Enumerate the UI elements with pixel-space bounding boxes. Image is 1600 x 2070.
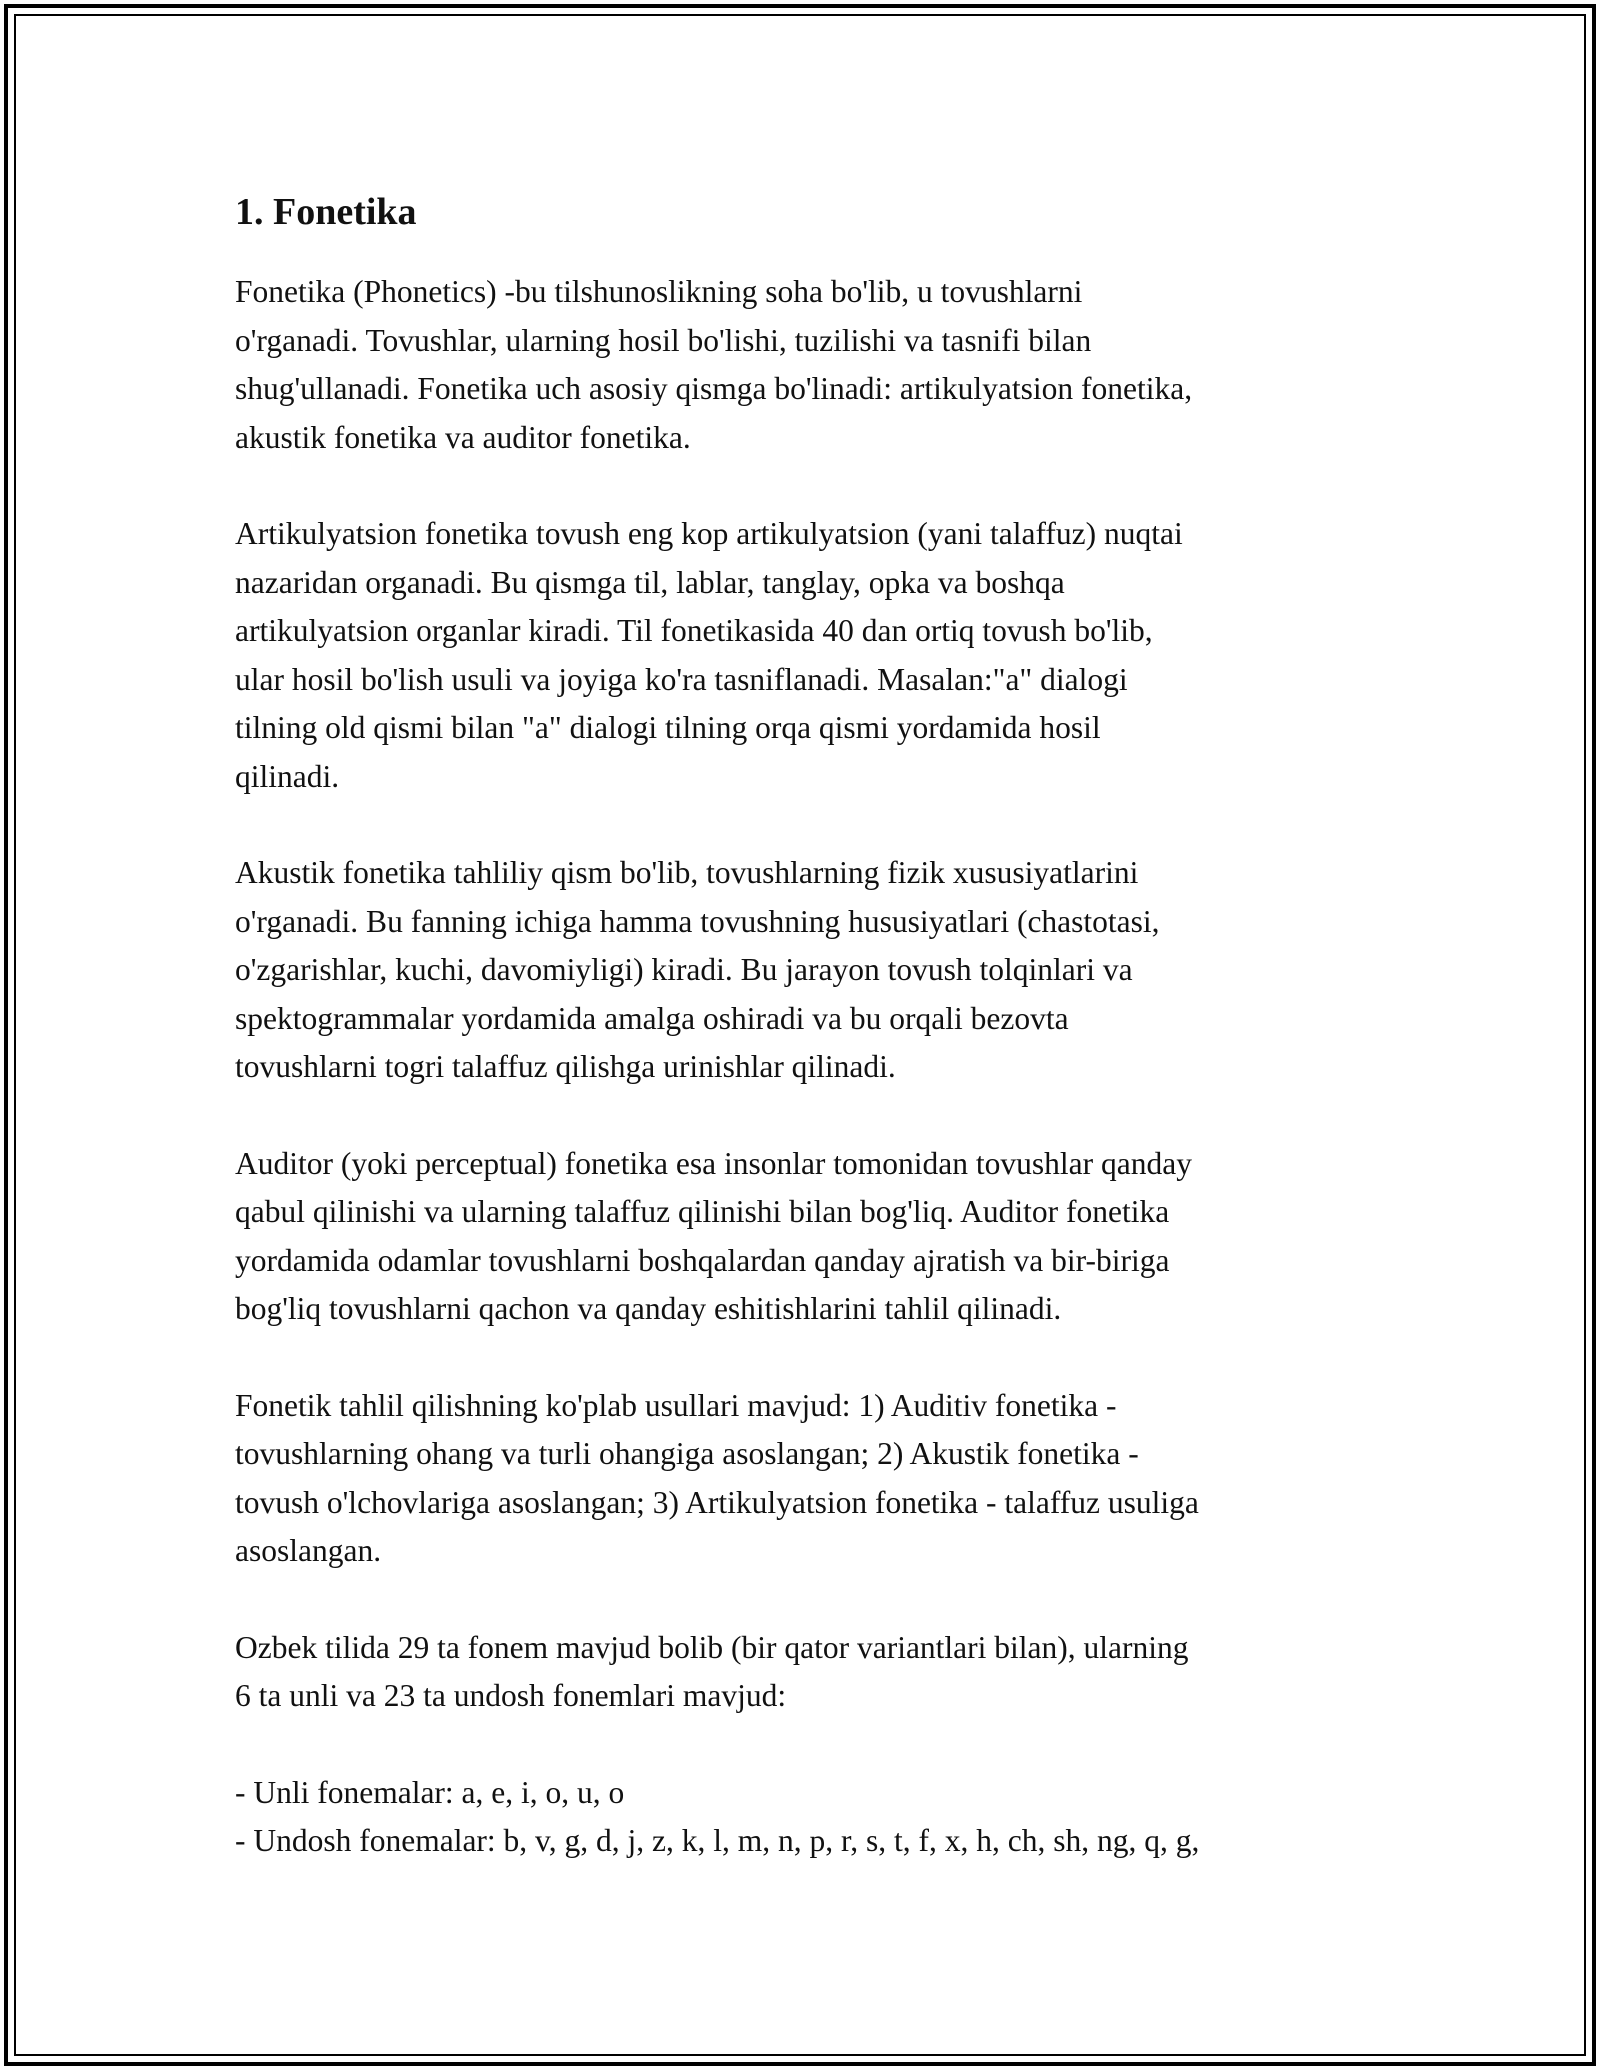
paragraph-intro	[235, 268, 1375, 462]
text-line: tovush o'lchovlariga asoslangan; 3) Artikulyatsion fonetika - talaffuz usuliga	[235, 1484, 1199, 1520]
text-line: bog'liq tovushlarni qachon va qanday eshitishlarini tahlil qilinadi.	[235, 1291, 1062, 1326]
text-line: o'rganadi. Tovushlar, ularning hosil bo'lishi, tuzilishi va tasnifi bilan	[235, 322, 1092, 358]
text-line: tilning old qismi bilan "a" dialogi tilning orqa qismi yordamida hosil	[235, 710, 1101, 745]
paragraph-phonemes	[235, 1624, 1375, 1721]
text-line: ular hosil bo'lish usuli va joyiga ko'ra tasniflanadi. Masalan:"a" dialogi	[235, 661, 1128, 697]
text-line: Auditor (yoki perceptual) fonetika esa insonlar tomonidan tovushlar qanday	[235, 1145, 1192, 1181]
text-line: Artikulyatsion fonetika tovush eng kop artikulyatsion (yani talaffuz) nuqtai	[235, 516, 1183, 551]
text-line: Akustik fonetika tahliliy qism bo'lib, tovushlarning fizik xususiyatlarini	[235, 855, 1139, 890]
text-line: o'zgarishlar, kuchi, davomiyligi) kiradi. Bu jarayon tovush tolqinlari va	[235, 952, 1133, 987]
paragraph-auditory	[235, 1140, 1375, 1334]
paragraph-methods	[235, 1382, 1375, 1576]
text-line: yordamida odamlar tovushlarni boshqalardan qanday ajratish va bir-biriga	[235, 1242, 1170, 1278]
text-line: artikulyatsion organlar kiradi. Til fonetikasida 40 dan ortiq tovush bo'lib,	[235, 613, 1153, 648]
text-line: asoslangan.	[235, 1533, 382, 1568]
text-line: qilinadi.	[235, 758, 340, 794]
list-item-vowels: - Unli fonemalar: a, e, i, o, u, o	[235, 1774, 625, 1810]
text-line: spektogrammalar yordamida amalga oshiradi va bu orqali bezovta	[235, 1000, 1069, 1036]
section-title: 1. Fonetika	[235, 191, 417, 233]
text-line: shug'ullanadi. Fonetika uch asosiy qismga bo'linadi: artikulyatsion fonetika,	[235, 371, 1193, 406]
text-line: nazaridan organadi. Bu qismga til, lablar, tanglay, opka va boshqa	[235, 564, 1065, 600]
text-line: tovushlarning ohang va turli ohangiga asoslangan; 2) Akustik fonetika -	[235, 1436, 1139, 1471]
text-line: 6 ta unli va 23 ta undosh fonemlari mavjud:	[235, 1678, 787, 1713]
paragraph-acoustic	[235, 849, 1375, 1092]
text-line: Ozbek tilida 29 ta fonem mavjud bolib (bir qator variantlari bilan), ularning	[235, 1629, 1189, 1665]
list-item-consonants: - Undosh fonemalar: b, v, g, d, j, z, k, l, m, n, p, r, s, t, f, x, h, ch, sh, ng, q, g,	[235, 1823, 1200, 1858]
text-line: akustik fonetika va auditor fonetika.	[235, 419, 691, 455]
text-line: tovushlarni togri talaffuz qilishga urinishlar qilinadi.	[235, 1049, 896, 1084]
text-line: qabul qilinishi va ularning talaffuz qilinishi bilan bog'liq. Auditor fonetika	[235, 1194, 1170, 1229]
text-line: Fonetika (Phonetics) -bu tilshunoslikning soha bo'lib, u tovushlarni	[235, 274, 1083, 309]
document-body	[235, 186, 1375, 1866]
paragraph-articulatory	[235, 510, 1375, 801]
phoneme-list	[235, 1769, 1375, 1866]
text-line: Fonetik tahlil qilishning ko'plab usullari mavjud: 1) Auditiv fonetika -	[235, 1387, 1117, 1423]
text-line: o'rganadi. Bu fanning ichiga hamma tovushning hususiyatlari (chastotasi,	[235, 903, 1160, 939]
